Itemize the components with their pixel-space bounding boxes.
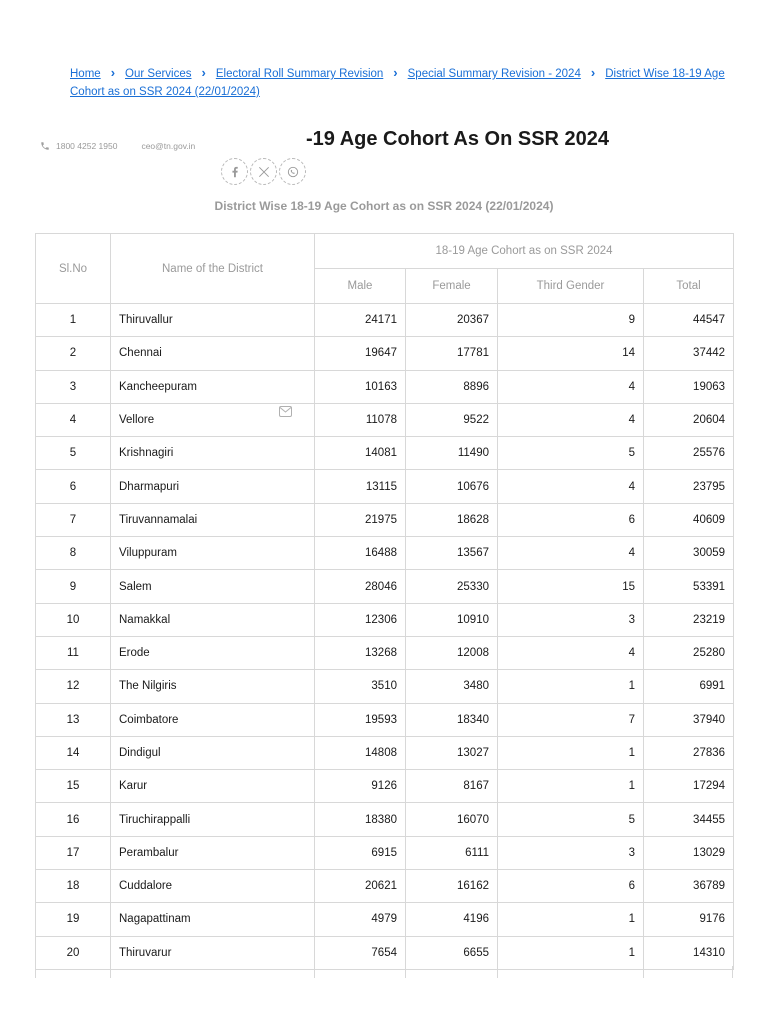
col-header-third-gender: Third Gender	[498, 269, 644, 304]
cell-district: Dharmapuri	[111, 470, 315, 503]
contact-info	[40, 141, 195, 151]
col-header-group: 18-19 Age Cohort as on SSR 2024	[315, 234, 734, 269]
cell-female: 4196	[406, 903, 498, 936]
table-row	[36, 803, 734, 836]
cell-district: Krishnagiri	[111, 437, 315, 470]
cell-third-gender: 3	[498, 603, 644, 636]
cell-total: 53391	[644, 570, 734, 603]
table-row	[36, 503, 734, 536]
table-caption: District Wise 18-19 Age Cohort as on SSR 2024 (22/01/2024)	[214, 199, 554, 213]
table-row	[36, 770, 734, 803]
cell-total: 37940	[644, 703, 734, 736]
cell-total: 25280	[644, 636, 734, 669]
cell-sl-no: 12	[36, 670, 111, 703]
cell-female: 20367	[406, 304, 498, 337]
cell-district: Dindigul	[111, 736, 315, 769]
cell-male: 19647	[315, 337, 406, 370]
cell-total: 19063	[644, 370, 734, 403]
cell-district: Nagapattinam	[111, 903, 315, 936]
cell-female: 13027	[406, 736, 498, 769]
cell-third-gender: 1	[498, 770, 644, 803]
cell-sl-no: 18	[36, 870, 111, 903]
whatsapp-share-button[interactable]	[279, 158, 306, 185]
cell-male: 12306	[315, 603, 406, 636]
cell-sl-no: 8	[36, 537, 111, 570]
table-row	[36, 703, 734, 736]
cell-female: 6655	[406, 936, 498, 969]
cell-total: 27836	[644, 736, 734, 769]
col-header-male: Male	[315, 269, 406, 304]
table-row	[36, 636, 734, 669]
cell-third-gender: 4	[498, 470, 644, 503]
cell-male: 13268	[315, 636, 406, 669]
cell-third-gender: 1	[498, 936, 644, 969]
cell-male: 28046	[315, 570, 406, 603]
cell-third-gender: 9	[498, 304, 644, 337]
breadcrumb-our-services-link[interactable]: Our Services	[125, 68, 192, 80]
chevron-right-icon: ›	[393, 65, 398, 80]
cell-male: 19593	[315, 703, 406, 736]
cell-male: 21975	[315, 503, 406, 536]
cell-male: 7654	[315, 936, 406, 969]
share-buttons	[221, 158, 306, 185]
cell-third-gender: 5	[498, 803, 644, 836]
cell-third-gender: 1	[498, 670, 644, 703]
phone-icon	[40, 141, 50, 151]
cell-total: 17294	[644, 770, 734, 803]
cell-female: 8167	[406, 770, 498, 803]
facebook-icon	[228, 165, 242, 179]
table-row	[36, 370, 734, 403]
cell-sl-no: 9	[36, 570, 111, 603]
cell-sl-no: 5	[36, 437, 111, 470]
cell-male: 4979	[315, 903, 406, 936]
table-row	[36, 870, 734, 903]
cell-district: Perambalur	[111, 836, 315, 869]
breadcrumb-home-link[interactable]: Home	[70, 68, 101, 80]
cell-sl-no: 3	[36, 370, 111, 403]
cell-district: Tiruchirappalli	[111, 803, 315, 836]
cell-third-gender: 4	[498, 636, 644, 669]
cell-district: Karur	[111, 770, 315, 803]
district-cohort-table	[35, 233, 734, 970]
cell-female: 18340	[406, 703, 498, 736]
cell-district: Tiruvannamalai	[111, 503, 315, 536]
cell-district: Chennai	[111, 337, 315, 370]
cell-total: 34455	[644, 803, 734, 836]
x-share-button[interactable]	[250, 158, 277, 185]
cell-sl-no: 11	[36, 636, 111, 669]
cell-female: 11490	[406, 437, 498, 470]
cell-female: 13567	[406, 537, 498, 570]
cell-district: Salem	[111, 570, 315, 603]
cell-total: 9176	[644, 903, 734, 936]
cell-male: 9126	[315, 770, 406, 803]
table-row	[36, 304, 734, 337]
cell-district: Thiruvarur	[111, 936, 315, 969]
cell-female: 10676	[406, 470, 498, 503]
x-icon	[257, 165, 271, 179]
cell-male: 14808	[315, 736, 406, 769]
cell-third-gender: 4	[498, 403, 644, 436]
cell-district: Cuddalore	[111, 870, 315, 903]
cell-third-gender: 14	[498, 337, 644, 370]
table-row	[36, 570, 734, 603]
cell-male: 14081	[315, 437, 406, 470]
cell-sl-no: 6	[36, 470, 111, 503]
cell-district: Namakkal	[111, 603, 315, 636]
table-row	[36, 670, 734, 703]
cell-total: 30059	[644, 537, 734, 570]
page-title: -19 Age Cohort As On SSR 2024	[306, 128, 610, 150]
cell-sl-no: 14	[36, 736, 111, 769]
cell-district: Viluppuram	[111, 537, 315, 570]
cell-district: The Nilgiris	[111, 670, 315, 703]
cell-third-gender: 7	[498, 703, 644, 736]
cell-female: 16070	[406, 803, 498, 836]
chevron-right-icon: ›	[590, 65, 596, 80]
cell-third-gender: 1	[498, 903, 644, 936]
cell-sl-no: 10	[36, 603, 111, 636]
table-row	[36, 437, 734, 470]
phone-number[interactable]: 1800 4252 1950	[56, 141, 118, 151]
cell-sl-no: 13	[36, 703, 111, 736]
cell-female: 10910	[406, 603, 498, 636]
cell-district: Thiruvallur	[111, 304, 315, 337]
cell-total: 36789	[644, 870, 734, 903]
col-header-total: Total	[644, 269, 734, 304]
cell-sl-no: 7	[36, 503, 111, 536]
table-row	[36, 470, 734, 503]
table-row	[36, 603, 734, 636]
cell-male: 11078	[315, 403, 406, 436]
cell-female: 9522	[406, 403, 498, 436]
table-row	[36, 337, 734, 370]
table-row	[36, 403, 734, 436]
cell-female: 6111	[406, 836, 498, 869]
cell-sl-no: 4	[36, 403, 111, 436]
cell-sl-no: 19	[36, 903, 111, 936]
facebook-share-button[interactable]	[221, 158, 248, 185]
cell-male: 16488	[315, 537, 406, 570]
cell-female: 18628	[406, 503, 498, 536]
cell-male: 6915	[315, 836, 406, 869]
cell-male: 13115	[315, 470, 406, 503]
cell-sl-no: 16	[36, 803, 111, 836]
breadcrumb-ssr-2024-link[interactable]: Special Summary Revision - 2024	[407, 68, 581, 80]
whatsapp-icon	[286, 165, 300, 179]
breadcrumb-current-link[interactable]: District Wise 18-19 Age Cohort as on SSR 2024 (22/01/2024)	[70, 68, 725, 98]
cell-sl-no: 1	[36, 304, 111, 337]
cell-male: 18380	[315, 803, 406, 836]
cell-total: 37442	[644, 337, 734, 370]
col-header-female: Female	[406, 269, 498, 304]
cell-male: 24171	[315, 304, 406, 337]
cell-male: 20621	[315, 870, 406, 903]
table-row	[36, 936, 734, 969]
cell-female: 17781	[406, 337, 498, 370]
breadcrumb	[70, 64, 730, 101]
cell-total: 40609	[644, 503, 734, 536]
table-continuation	[35, 966, 733, 978]
cell-sl-no: 20	[36, 936, 111, 969]
table-row	[36, 736, 734, 769]
table-body	[36, 304, 734, 970]
cell-female: 12008	[406, 636, 498, 669]
cell-total: 14310	[644, 936, 734, 969]
cell-total: 23219	[644, 603, 734, 636]
cell-total: 44547	[644, 304, 734, 337]
cell-female: 8896	[406, 370, 498, 403]
cell-female: 16162	[406, 870, 498, 903]
cell-third-gender: 6	[498, 870, 644, 903]
cell-third-gender: 3	[498, 836, 644, 869]
cell-female: 3480	[406, 670, 498, 703]
cell-male: 3510	[315, 670, 406, 703]
cell-sl-no: 2	[36, 337, 111, 370]
chevron-right-icon: ›	[110, 65, 116, 80]
table-row	[36, 836, 734, 869]
cell-male: 10163	[315, 370, 406, 403]
col-header-district: Name of the District	[111, 234, 315, 304]
cell-sl-no: 15	[36, 770, 111, 803]
table-row	[36, 537, 734, 570]
cell-third-gender: 6	[498, 503, 644, 536]
breadcrumb-electoral-roll-link[interactable]: Electoral Roll Summary Revision	[215, 68, 384, 80]
cell-district: Erode	[111, 636, 315, 669]
cell-third-gender: 5	[498, 437, 644, 470]
table-row	[36, 903, 734, 936]
chevron-right-icon: ›	[201, 65, 206, 80]
cell-total: 13029	[644, 836, 734, 869]
cell-total: 25576	[644, 437, 734, 470]
cell-district: Coimbatore	[111, 703, 315, 736]
cell-third-gender: 4	[498, 370, 644, 403]
cell-district: Vellore	[111, 403, 315, 436]
cell-female: 25330	[406, 570, 498, 603]
email-address[interactable]: ceo@tn.gov.in	[141, 141, 196, 151]
col-header-sl-no: Sl.No	[36, 234, 111, 304]
cell-district: Kancheepuram	[111, 370, 315, 403]
cell-total: 23795	[644, 470, 734, 503]
cell-sl-no: 17	[36, 836, 111, 869]
cell-third-gender: 15	[498, 570, 644, 603]
cell-total: 6991	[644, 670, 734, 703]
cell-total: 20604	[644, 403, 734, 436]
cell-third-gender: 4	[498, 537, 644, 570]
cell-third-gender: 1	[498, 736, 644, 769]
